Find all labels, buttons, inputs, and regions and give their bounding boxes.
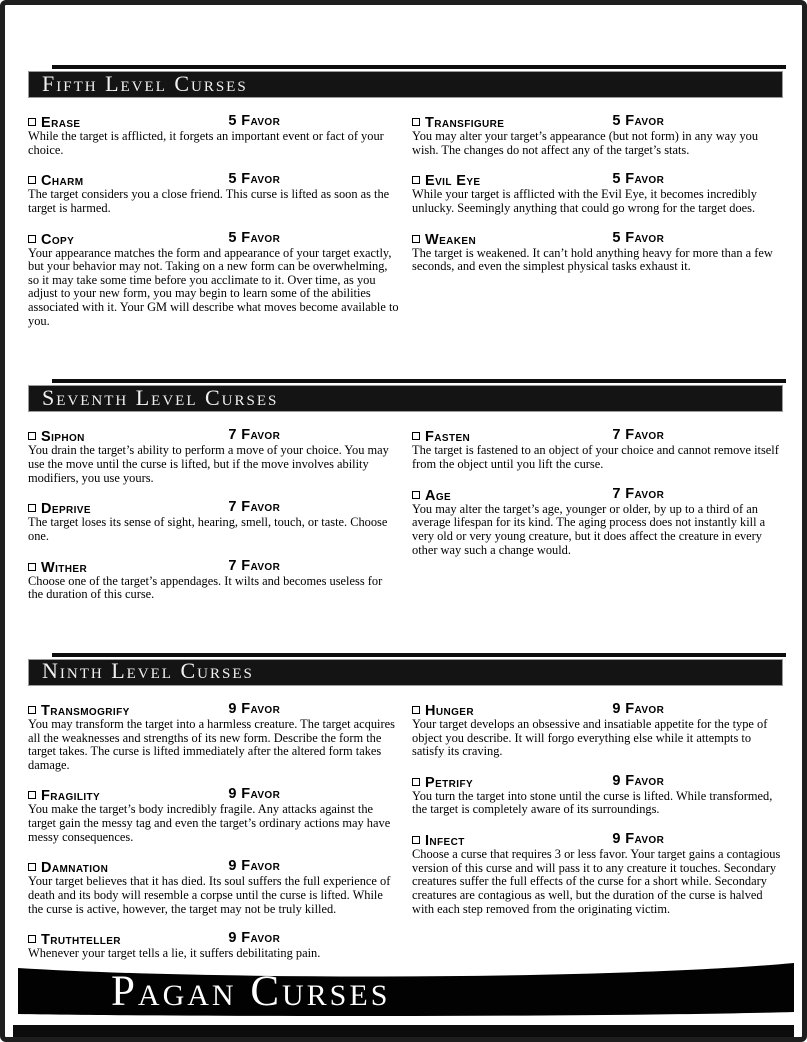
curse-name: Petrify <box>425 774 474 791</box>
curse-name: Deprive <box>41 501 91 518</box>
curse-entry <box>28 559 399 602</box>
curse-name: Truthteller <box>41 932 121 949</box>
curse-favor-cost: 5 Favor <box>612 171 665 188</box>
curse-checkbox[interactable] <box>28 706 36 714</box>
curse-favor-cost: 7 Favor <box>228 427 281 444</box>
content-area <box>28 65 783 976</box>
curse-checkbox[interactable] <box>412 836 420 844</box>
section-title: Ninth Level Curses <box>42 658 254 684</box>
curse-favor-cost: 9 Favor <box>228 930 281 947</box>
curse-description: Your target develops an obsessive and insatiable appetite for the type of object you describe. It will forgo everything else while it attempts to satisfy its craving. <box>412 716 768 759</box>
curse-description: Your appearance matches the form and appearance of your target exactly, but your behavior may not. Taking on a new form can be overwhelming, so it may take some time before you acclimate to it. Over time, as you adjust to your new form, you may begin to learn some of the abilities associated with it. Your GM will describe what moves become available to you. <box>28 245 399 328</box>
curse-name: Transmogrify <box>41 702 130 719</box>
curse-entry <box>28 500 399 543</box>
banner-accent-line <box>52 653 786 657</box>
curse-entry <box>28 787 399 844</box>
curse-checkbox[interactable] <box>28 791 36 799</box>
curse-favor-cost: 5 Favor <box>228 171 281 188</box>
curse-entry <box>412 774 783 817</box>
page-title-banner <box>18 961 794 1019</box>
curse-entry <box>412 231 783 274</box>
curse-entry <box>412 487 783 558</box>
curse-name: Transfigure <box>425 115 505 131</box>
curse-checkbox[interactable] <box>28 118 36 126</box>
right-column <box>412 114 783 343</box>
curse-favor-cost: 9 Favor <box>228 786 281 803</box>
right-column <box>412 428 783 616</box>
curse-name: Fragility <box>41 788 101 805</box>
curse-entry <box>28 231 399 329</box>
curse-checkbox[interactable] <box>412 778 420 786</box>
curse-name: Weaken <box>425 231 477 248</box>
curse-entry <box>412 114 783 157</box>
section-seventh-level-curses <box>28 379 783 616</box>
curse-checkbox[interactable] <box>28 432 36 440</box>
curse-name: Wither <box>41 559 88 576</box>
page-title: Pagan Curses <box>111 968 391 1015</box>
curse-entry <box>28 702 399 773</box>
curse-description: Whenever your target tells a lie, it suffers debilitating pain. <box>28 946 321 961</box>
curse-entry <box>28 172 399 215</box>
curse-name: Fasten <box>425 429 471 446</box>
curse-description: Your target believes that it has died. Its soul suffers the full experience of death and its body will resemble a corpse until the curse is lifted. While the curse is active, however, the target may not be truly killed. <box>28 874 391 916</box>
curse-description: While the target is afflicted, it forgets an important event or fact of your choice. <box>28 129 384 157</box>
curse-checkbox[interactable] <box>412 432 420 440</box>
curse-description: The target considers you a close friend. This curse is lifted as soon as the target is harmed. <box>28 187 390 215</box>
curse-favor-cost: 7 Favor <box>228 557 281 574</box>
curse-name: Siphon <box>41 429 85 446</box>
section-title: Seventh Level Curses <box>42 384 279 410</box>
curse-favor-cost: 9 Favor <box>228 700 281 717</box>
curse-favor-cost: 9 Favor <box>612 772 665 789</box>
curse-name: Charm <box>41 173 84 190</box>
curse-name: Damnation <box>41 860 109 877</box>
curse-description: The target is fastened to an object of your choice and cannot remove itself from the object until you lift the curse. <box>412 443 779 472</box>
curse-description: Choose one of the target’s appendages. It wilts and becomes useless for the duration of this curse. <box>28 573 383 602</box>
curse-checkbox[interactable] <box>412 491 420 499</box>
curse-name: Infect <box>425 833 465 850</box>
section-header-ninth-level <box>28 653 783 686</box>
curse-favor-cost: 7 Favor <box>612 485 665 502</box>
section-header-fifth-level <box>28 65 783 98</box>
curse-favor-cost: 5 Favor <box>228 113 281 129</box>
curse-name: Copy <box>41 231 75 248</box>
curse-entry <box>28 931 399 961</box>
curse-favor-cost: 5 Favor <box>612 229 665 246</box>
curse-favor-cost: 9 Favor <box>612 831 665 848</box>
curse-checkbox[interactable] <box>412 235 420 243</box>
section-fifth-level-curses <box>28 65 783 343</box>
curse-description: While your target is afflicted with the Evil Eye, it becomes incredibly unlucky. Seemingly anything that could go wrong for the target does. <box>412 187 758 215</box>
curse-entry <box>412 428 783 471</box>
curse-entry <box>412 702 783 759</box>
curse-name: Hunger <box>425 702 474 719</box>
curse-name: Age <box>425 487 452 504</box>
curse-checkbox[interactable] <box>28 235 36 243</box>
curse-checkbox[interactable] <box>28 176 36 184</box>
banner-accent-line <box>52 379 786 383</box>
curse-description: You may alter your target’s appearance (but not form) in any way you wish. The changes do not affect any of the target’s stats. <box>412 129 759 157</box>
curse-description: Choose a curse that requires 3 or less favor. Your target gains a contagious version of this curse and will pass it to any creature it touches. Secondary creatures suffer the full effects of the curse for a short while. Secondary creatures are contagious as well, but the duration of the curse is halved with each step removed from the originating victim. <box>412 847 781 916</box>
banner-accent-line <box>52 65 786 69</box>
curse-entry <box>412 172 783 215</box>
curse-favor-cost: 5 Favor <box>228 229 281 246</box>
curse-checkbox[interactable] <box>28 863 36 871</box>
banner-bar <box>28 385 783 412</box>
curse-favor-cost: 9 Favor <box>228 858 281 875</box>
curse-description: The target loses its sense of sight, hearing, smell, touch, or taste. Choose one. <box>28 515 388 543</box>
curse-checkbox[interactable] <box>28 935 36 943</box>
curse-checkbox[interactable] <box>412 176 420 184</box>
curse-description: The target is weakened. It can’t hold anything heavy for more than a few seconds, and even the simplest physical tasks exhaust it. <box>412 245 773 274</box>
banner-bar <box>28 71 783 98</box>
curse-description: You make the target’s body incredibly fragile. Any attacks against the target gain the messy tag and even the target’s ordinary actions may have messy consequences. <box>28 802 391 844</box>
curse-checkbox[interactable] <box>412 118 420 126</box>
right-column <box>412 702 783 976</box>
curse-favor-cost: 9 Favor <box>612 700 665 717</box>
left-column <box>28 114 399 343</box>
curse-description: You may alter the target’s age, younger or older, by up to a third of an average lifespan for its kind. The aging process does not instantly kill a very old or very young creature, but it does affect the creature in every other way such a change would. <box>412 501 766 557</box>
curse-entry <box>28 859 399 916</box>
curse-name: Erase <box>41 115 81 131</box>
curse-entry <box>28 114 399 157</box>
curse-entry <box>412 832 783 916</box>
left-column <box>28 702 399 976</box>
curse-checkbox[interactable] <box>28 504 36 512</box>
curse-name: Evil Eye <box>425 173 481 190</box>
curse-checkbox[interactable] <box>412 706 420 714</box>
left-column <box>28 428 399 616</box>
banner-bar <box>28 659 783 686</box>
section-header-seventh-level <box>28 379 783 412</box>
curse-description: You drain the target’s ability to perform a move of your choice. You may use the move until the curse is lifted, but if the move involves ability modifiers, you use yours. <box>28 443 389 485</box>
curse-description: You turn the target into stone until the curse is lifted. While transformed, the target is completely aware of its surroundings. <box>412 788 773 817</box>
curse-favor-cost: 7 Favor <box>228 499 281 516</box>
curse-favor-cost: 7 Favor <box>612 427 665 444</box>
bottom-border-bar <box>13 1025 794 1037</box>
section-ninth-level-curses <box>28 653 783 976</box>
curse-checkbox[interactable] <box>28 563 36 571</box>
curse-favor-cost: 5 Favor <box>612 113 665 129</box>
section-title: Fifth Level Curses <box>42 70 248 96</box>
curse-description: You may transform the target into a harmless creature. The target acquires all the weaknesses and strengths of its new form. Describe the form the target takes. The curse is lifted immediately after the altered form takes damage. <box>28 716 395 772</box>
curse-entry <box>28 428 399 485</box>
